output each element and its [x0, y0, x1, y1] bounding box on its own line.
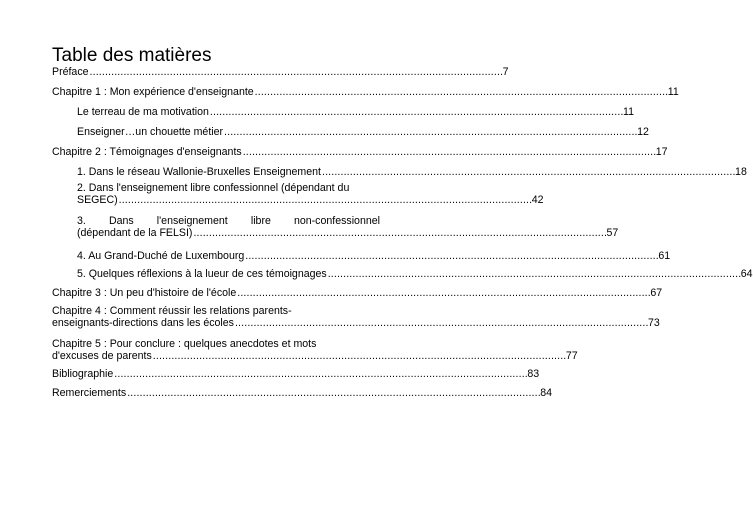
toc-entry-bibliographie[interactable]	[52, 368, 540, 380]
toc-entry-libre-confessionnel[interactable]	[77, 182, 544, 206]
toc-entry-label-line1	[77, 215, 380, 227]
toc-entry-luxembourg[interactable]	[77, 250, 671, 262]
word: libre	[250, 215, 271, 227]
toc-entry-chapitre-1[interactable]	[52, 86, 679, 98]
dot-leader	[255, 86, 667, 98]
toc-entry-label: Remerciements	[52, 387, 127, 399]
toc-entry-reflexions[interactable]	[77, 268, 753, 280]
toc-entry-page: 11	[667, 86, 679, 98]
toc-title: Table des matières	[52, 45, 212, 66]
toc-entry-label: Chapitre 1 : Mon expérience d'enseignante	[52, 86, 254, 98]
toc-entry-chapitre-4[interactable]	[52, 305, 660, 329]
word: 3.	[77, 215, 86, 227]
toc-entry-page: 67	[650, 287, 663, 299]
toc-entry-label: Enseigner…un chouette métier	[77, 126, 224, 138]
toc-entry-label: d'excuses de parents	[52, 350, 152, 362]
toc-entry-label: 1. Dans le réseau Wallonie-Bruxelles Enseignement	[77, 166, 321, 178]
toc-entry-page: 17	[655, 146, 668, 158]
toc-entry-page: 83	[527, 368, 540, 380]
toc-entry-terreau[interactable]	[77, 106, 634, 118]
dot-leader	[237, 287, 649, 299]
word: non-confessionnel	[293, 215, 380, 227]
toc-entry-preface[interactable]	[52, 66, 509, 78]
toc-entry-label: Préface	[52, 66, 89, 78]
toc-entry-page: 7	[502, 66, 509, 78]
toc-entry-page: 57	[606, 227, 619, 239]
dot-leader	[243, 146, 655, 158]
toc-entry-label: Chapitre 3 : Un peu d'histoire de l'école	[52, 287, 237, 299]
toc-entry-label-line1: Chapitre 5 : Pour conclure : quelques anecdotes et mots	[52, 338, 317, 350]
dot-leader	[322, 166, 734, 178]
toc-entry-label: Bibliographie	[52, 368, 114, 380]
toc-entry-page: 18	[735, 166, 747, 178]
toc-entry-chapitre-2[interactable]	[52, 146, 668, 158]
toc-entry-label: Chapitre 2 : Témoignages d'enseignants	[52, 146, 242, 158]
toc-entry-page: 77	[565, 350, 578, 362]
toc-entry-page: 73	[648, 317, 660, 329]
toc-entry-label: enseignants-directions dans les écoles	[52, 317, 234, 329]
toc-entry-libre-non-confessionnel[interactable]	[77, 215, 619, 239]
dot-leader	[328, 268, 740, 280]
word: l'enseignement	[156, 215, 228, 227]
toc-entry-page: 12	[637, 126, 649, 138]
dot-leader	[114, 368, 526, 380]
toc-entry-label: Le terreau de ma motivation	[77, 106, 209, 118]
dot-leader	[119, 194, 531, 206]
dot-leader	[193, 227, 605, 239]
dot-leader	[90, 66, 502, 78]
word: Dans	[108, 215, 134, 227]
toc-entry-chapitre-5[interactable]	[52, 338, 578, 362]
toc-entry-label: 4. Au Grand-Duché de Luxembourg	[77, 250, 245, 262]
dot-leader	[127, 387, 539, 399]
toc-entry-page: 61	[658, 250, 671, 262]
toc-entry-label-line1: Chapitre 4 : Comment réussir les relations parents-	[52, 305, 292, 317]
toc-entry-chapitre-3[interactable]	[52, 287, 663, 299]
toc-entry-label-line1: 2. Dans l'enseignement libre confessionnel (dépendant du	[77, 182, 350, 194]
toc-entry-remerciements[interactable]	[52, 387, 553, 399]
toc-entry-label: SEGEC)	[77, 194, 118, 206]
toc-entry-label: 5. Quelques réflexions à la lueur de ces témoignages	[77, 268, 327, 280]
dot-leader	[224, 126, 636, 138]
dot-leader	[245, 250, 657, 262]
dot-leader	[153, 350, 565, 362]
toc-entry-page: 42	[531, 194, 544, 206]
dot-leader	[210, 106, 622, 118]
toc-entry-page: 64	[740, 268, 753, 280]
toc-entry-enseigner[interactable]	[77, 126, 649, 138]
dot-leader	[235, 317, 647, 329]
toc-entry-page: 11	[622, 106, 634, 118]
toc-entry-wallonie-bruxelles[interactable]	[77, 166, 747, 178]
toc-entry-page: 84	[540, 387, 553, 399]
toc-entry-label: (dépendant de la FELSI)	[77, 227, 193, 239]
